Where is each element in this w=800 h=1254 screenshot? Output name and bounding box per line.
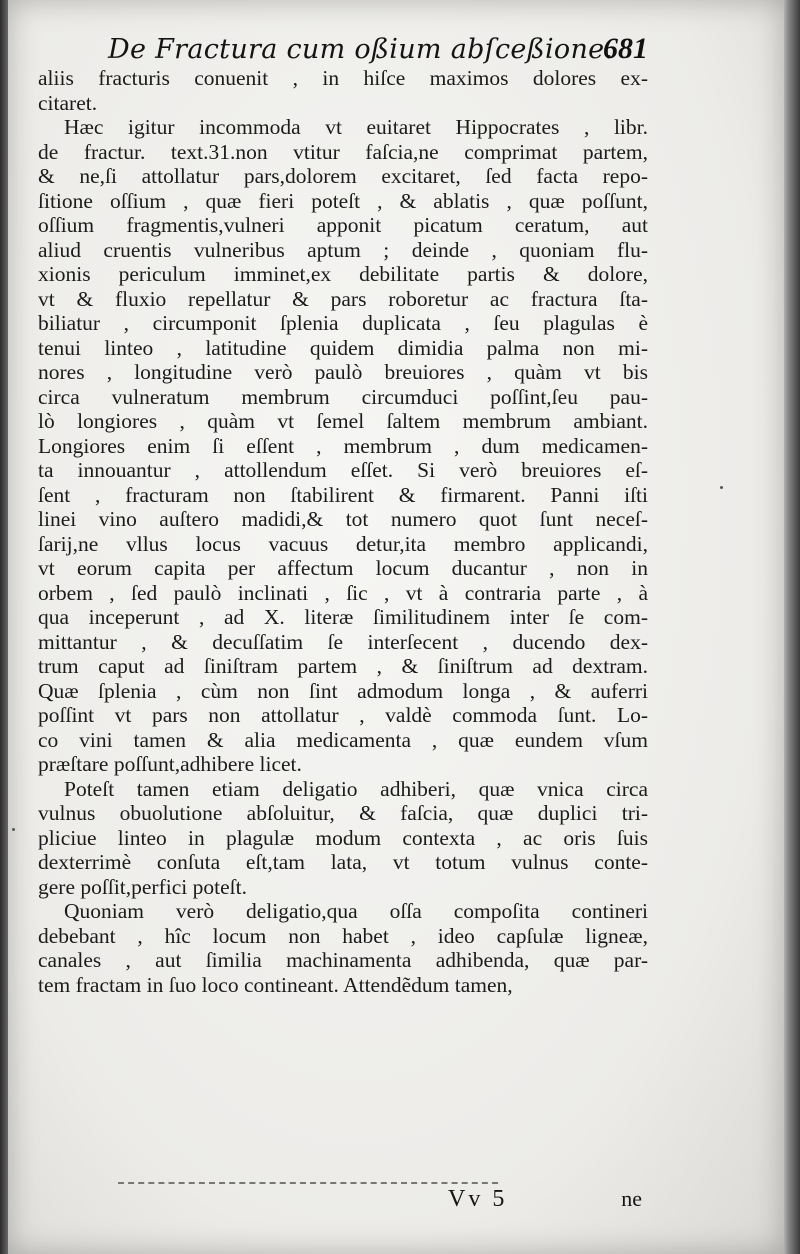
text-line: citaret. <box>38 90 98 115</box>
text-line: pliciue linteo in plagulæ modum contexta , ac oris ſuis <box>38 825 648 850</box>
text-line: Poteſt tamen etiam deligatio adhiberi, quæ vnica circa <box>64 776 648 801</box>
paragraph <box>38 899 648 997</box>
text-line: vulnus obuolutione abſoluitur, & faſcia, quæ duplici tri- <box>38 801 648 825</box>
text-line: circa vulneratum membrum circumduci poſſint,ſeu pau- <box>38 384 648 409</box>
text-line: vt eorum capita per affectum locum ducantur , non in <box>38 556 648 580</box>
text-line: de fractur. text.31.non vtitur faſcia,ne comprimat partem, <box>38 139 648 164</box>
text-line: biliatur , circumponit ſplenia duplicata , ſeu plagulas è <box>38 311 648 335</box>
page-footer <box>38 1180 648 1216</box>
text-line: vt & fluxio repellatur & pars roboretur ac fractura ſta- <box>38 286 648 311</box>
text-line: xionis periculum imminet,ex debilitate partis & dolore, <box>38 262 648 286</box>
text-line: Longiores enim ſi eſſent , membrum , dum medicamen- <box>38 433 648 458</box>
footer-rule <box>118 1182 498 1184</box>
text-line: præſtare poſſunt,adhibere licet. <box>38 752 302 776</box>
text-line: lò longiores , quàm vt ſemel ſaltem membrum ambiant. <box>38 409 648 433</box>
text-line: tenui linteo , latitudine quidem dimidia palma non mi- <box>38 335 648 360</box>
text-line: trum caput ad ſiniſtram partem , & ſiniſtrum ad dextram. <box>38 654 648 678</box>
text-line: tem fractam in ſuo loco contineant. Attendẽdum tamen, <box>38 972 513 997</box>
paragraph <box>38 66 648 115</box>
text-line: Quoniam verò deligatio,qua oſſa compoſita contineri <box>64 899 648 923</box>
text-line: orbem , ſed paulò inclinati , ſic , vt à contraria parte , à <box>38 580 648 605</box>
text-line: co vini tamen & alia medicamenta , quæ eundem vſum <box>38 727 648 752</box>
text-line: dexterrimè conſuta eſt,tam lata, vt totum vulnus conte- <box>38 850 648 874</box>
text-line: aliud cruentis vulneribus aptum ; deinde , quoniam flu- <box>38 237 648 262</box>
catchword: ne <box>621 1186 642 1211</box>
paragraph <box>38 115 648 777</box>
text-line: debebant , hîc locum non habet , ideo capſulæ ligneæ, <box>38 923 648 948</box>
signature-mark: Vv 5 <box>448 1186 508 1212</box>
text-line: canales , aut ſimilia machinamenta adhibenda, quæ par- <box>38 948 648 972</box>
text-line: linei vino auſtero madidi,& tot numero quot ſunt neceſ- <box>38 507 648 531</box>
text-line: ſarij,ne vllus locus vacuus detur,ita membro applicandi, <box>38 531 648 556</box>
ink-speck <box>720 486 723 489</box>
text-line: Quæ ſplenia , cùm non ſint admodum longa , & auferri <box>38 678 648 703</box>
text-line: poſſint vt pars non attollatur , valdè commoda ſunt. Lo- <box>38 703 648 727</box>
text-line: nores , longitudine verò paulò breuiores , quàm vt bis <box>38 360 648 384</box>
text-line: oſſium fragmentis,vulneri apponit picatum ceratum, aut <box>38 213 648 237</box>
text-line: & ne,ſi attollatur pars,dolorem excitaret, ſed facta repo- <box>38 164 648 188</box>
page-number: 681 <box>603 32 648 65</box>
ink-speck <box>12 828 15 831</box>
body-text <box>38 66 648 997</box>
text-line: mittantur , & decuſſatim ſe interſecent , ducendo dex- <box>38 629 648 654</box>
text-line: aliis fracturis conuenit , in hiſce maximos dolores ex- <box>38 66 648 90</box>
text-line: gere poſſit,perfici poteſt. <box>38 874 247 899</box>
paragraph <box>38 777 648 900</box>
text-line: ta innouantur , attollendum eſſet. Si verò breuiores eſ- <box>38 458 648 482</box>
text-line: Hæc igitur incommoda vt euitaret Hippocrates , libr. <box>64 115 648 139</box>
text-line: ſent , fracturam non ſtabilirent & firmarent. Panni iſti <box>38 482 648 507</box>
text-line: qua inceperunt , ad X. literæ ſimilitudinem inter ſe com- <box>38 605 648 629</box>
book-page <box>8 0 784 1254</box>
text-line: ſitione oſſium , quæ fieri poteſt , & ablatis , quæ poſſunt, <box>38 188 648 213</box>
running-title: De Fractura cum oßium abſceßione. <box>108 34 614 65</box>
